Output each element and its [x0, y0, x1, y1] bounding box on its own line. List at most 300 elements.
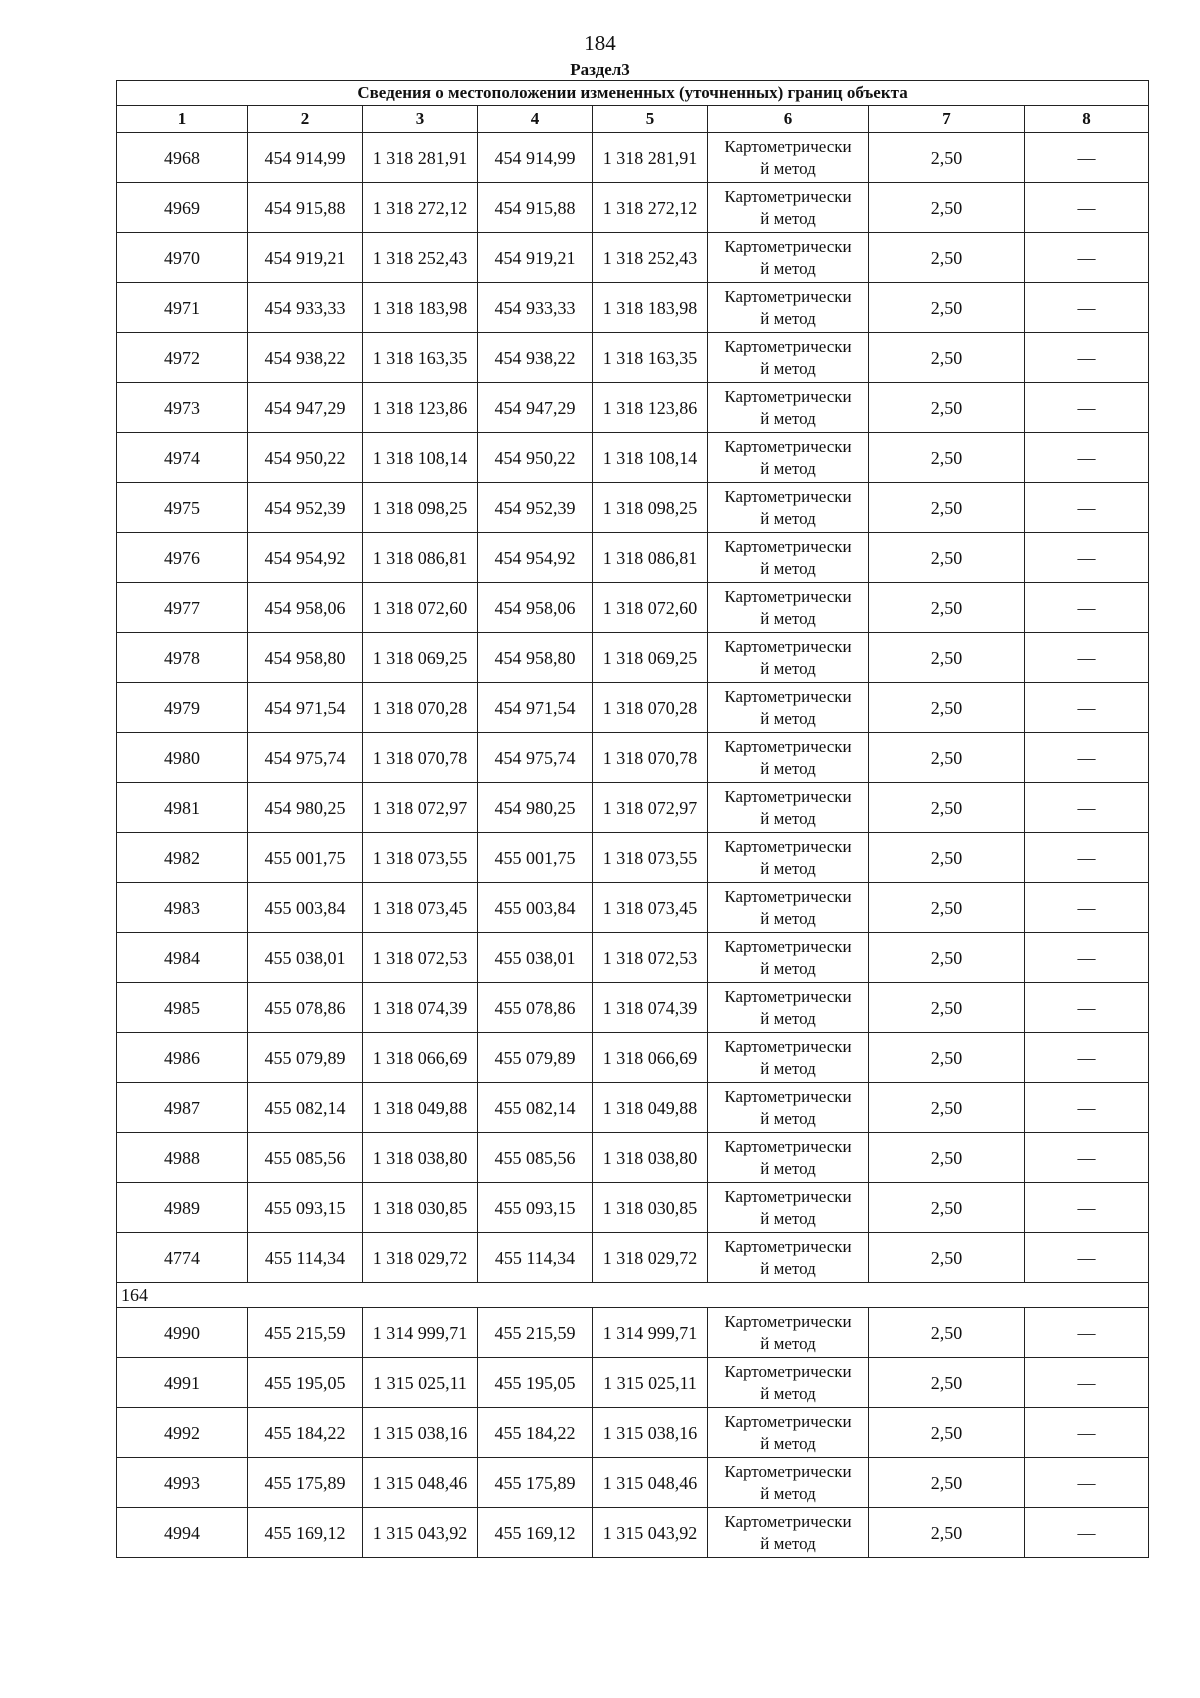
method-text: Картометрически	[724, 486, 852, 506]
table-row	[117, 433, 1149, 483]
y-coordinate-new: 1 318 072,53	[593, 933, 708, 983]
table-row	[117, 1358, 1149, 1408]
table-row	[117, 1308, 1149, 1358]
point-number: 4969	[117, 183, 248, 233]
table-row	[117, 383, 1149, 433]
accuracy-value: 2,50	[869, 733, 1025, 783]
accuracy-value: 2,50	[869, 1183, 1025, 1233]
method-cell	[708, 183, 869, 233]
method-text: й метод	[760, 1258, 816, 1278]
method-text: Картометрически	[724, 936, 852, 956]
accuracy-value: 2,50	[869, 833, 1025, 883]
point-number: 4980	[117, 733, 248, 783]
table-row	[117, 783, 1149, 833]
accuracy-value: 2,50	[869, 633, 1025, 683]
accuracy-value: 2,50	[869, 1083, 1025, 1133]
method-text: й метод	[760, 1008, 816, 1028]
x-coordinate-new: 455 079,89	[478, 1033, 593, 1083]
accuracy-value: 2,50	[869, 483, 1025, 533]
x-coordinate-new: 454 915,88	[478, 183, 593, 233]
description-value: —	[1025, 1183, 1149, 1233]
table-row	[117, 1508, 1149, 1558]
x-coordinate-new: 454 975,74	[478, 733, 593, 783]
table-row	[117, 1183, 1149, 1233]
point-number: 4988	[117, 1133, 248, 1183]
method-text: й метод	[760, 1333, 816, 1353]
y-coordinate-old: 1 318 123,86	[363, 383, 478, 433]
point-number: 4984	[117, 933, 248, 983]
point-number: 4990	[117, 1308, 248, 1358]
description-value: —	[1025, 1033, 1149, 1083]
y-coordinate-old: 1 318 281,91	[363, 133, 478, 183]
table-row	[117, 333, 1149, 383]
y-coordinate-new: 1 318 070,28	[593, 683, 708, 733]
method-text: й метод	[760, 508, 816, 528]
x-coordinate-new: 455 195,05	[478, 1358, 593, 1408]
accuracy-value: 2,50	[869, 1508, 1025, 1558]
y-coordinate-new: 1 318 049,88	[593, 1083, 708, 1133]
x-coordinate-new: 454 919,21	[478, 233, 593, 283]
method-cell	[708, 333, 869, 383]
column-number: 7	[869, 106, 1025, 133]
method-cell	[708, 1183, 869, 1233]
method-text: Картометрически	[724, 836, 852, 856]
x-coordinate-new: 454 958,06	[478, 583, 593, 633]
description-value: —	[1025, 183, 1149, 233]
method-cell	[708, 1458, 869, 1508]
y-coordinate-old: 1 315 048,46	[363, 1458, 478, 1508]
y-coordinate-new: 1 318 123,86	[593, 383, 708, 433]
y-coordinate-new: 1 318 272,12	[593, 183, 708, 233]
method-cell	[708, 683, 869, 733]
point-number: 4978	[117, 633, 248, 683]
y-coordinate-old: 1 318 030,85	[363, 1183, 478, 1233]
point-number: 4982	[117, 833, 248, 883]
y-coordinate-new: 1 318 069,25	[593, 633, 708, 683]
y-coordinate-old: 1 318 069,25	[363, 633, 478, 683]
column-number-row	[117, 106, 1149, 133]
x-coordinate-old: 454 915,88	[248, 183, 363, 233]
accuracy-value: 2,50	[869, 333, 1025, 383]
table-row	[117, 533, 1149, 583]
y-coordinate-new: 1 314 999,71	[593, 1308, 708, 1358]
method-text: Картометрически	[724, 786, 852, 806]
table-row	[117, 583, 1149, 633]
method-text: Картометрически	[724, 1186, 852, 1206]
method-text: й метод	[760, 458, 816, 478]
accuracy-value: 2,50	[869, 533, 1025, 583]
method-text: й метод	[760, 208, 816, 228]
description-value: —	[1025, 133, 1149, 183]
table-row	[117, 1233, 1149, 1283]
x-coordinate-old: 454 933,33	[248, 283, 363, 333]
y-coordinate-new: 1 318 183,98	[593, 283, 708, 333]
x-coordinate-old: 455 085,56	[248, 1133, 363, 1183]
method-text: Картометрически	[724, 1461, 852, 1481]
x-coordinate-new: 454 958,80	[478, 633, 593, 683]
method-cell	[708, 1083, 869, 1133]
table-row	[117, 133, 1149, 183]
method-cell	[708, 233, 869, 283]
method-text: Картометрически	[724, 1311, 852, 1331]
method-text: Картометрически	[724, 186, 852, 206]
y-coordinate-new: 1 318 086,81	[593, 533, 708, 583]
description-value: —	[1025, 1408, 1149, 1458]
description-value: —	[1025, 1458, 1149, 1508]
accuracy-value: 2,50	[869, 1233, 1025, 1283]
y-coordinate-old: 1 318 070,78	[363, 733, 478, 783]
x-coordinate-old: 455 001,75	[248, 833, 363, 883]
section-title: Раздел3	[570, 60, 630, 79]
x-coordinate-old: 455 093,15	[248, 1183, 363, 1233]
column-number: 8	[1025, 106, 1149, 133]
point-number: 4972	[117, 333, 248, 383]
x-coordinate-old: 454 975,74	[248, 733, 363, 783]
method-text: Картометрически	[724, 736, 852, 756]
accuracy-value: 2,50	[869, 183, 1025, 233]
y-coordinate-new: 1 318 098,25	[593, 483, 708, 533]
accuracy-value: 2,50	[869, 1133, 1025, 1183]
point-number: 4979	[117, 683, 248, 733]
x-coordinate-new: 455 169,12	[478, 1508, 593, 1558]
method-cell	[708, 783, 869, 833]
y-coordinate-old: 1 318 163,35	[363, 333, 478, 383]
x-coordinate-new: 455 082,14	[478, 1083, 593, 1133]
description-value: —	[1025, 933, 1149, 983]
method-cell	[708, 1308, 869, 1358]
column-number: 1	[117, 106, 248, 133]
accuracy-value: 2,50	[869, 1458, 1025, 1508]
description-value: —	[1025, 1083, 1149, 1133]
table-row	[117, 633, 1149, 683]
x-coordinate-old: 454 914,99	[248, 133, 363, 183]
y-coordinate-old: 1 314 999,71	[363, 1308, 478, 1358]
table-row	[117, 933, 1149, 983]
y-coordinate-old: 1 318 073,55	[363, 833, 478, 883]
method-text: й метод	[760, 258, 816, 278]
x-coordinate-old: 455 195,05	[248, 1358, 363, 1408]
column-number: 5	[593, 106, 708, 133]
table-row	[117, 283, 1149, 333]
method-cell	[708, 983, 869, 1033]
accuracy-value: 2,50	[869, 433, 1025, 483]
y-coordinate-old: 1 318 098,25	[363, 483, 478, 533]
method-cell	[708, 883, 869, 933]
point-number: 4989	[117, 1183, 248, 1233]
point-number: 4986	[117, 1033, 248, 1083]
x-coordinate-old: 454 971,54	[248, 683, 363, 733]
accuracy-value: 2,50	[869, 133, 1025, 183]
description-value: —	[1025, 983, 1149, 1033]
accuracy-value: 2,50	[869, 1308, 1025, 1358]
description-value: —	[1025, 883, 1149, 933]
accuracy-value: 2,50	[869, 1358, 1025, 1408]
x-coordinate-new: 455 093,15	[478, 1183, 593, 1233]
y-coordinate-new: 1 318 029,72	[593, 1233, 708, 1283]
method-text: й метод	[760, 808, 816, 828]
description-value: —	[1025, 483, 1149, 533]
column-number: 2	[248, 106, 363, 133]
point-number: 4981	[117, 783, 248, 833]
table-row	[117, 983, 1149, 1033]
method-text: й метод	[760, 1058, 816, 1078]
y-coordinate-new: 1 318 074,39	[593, 983, 708, 1033]
y-coordinate-new: 1 318 030,85	[593, 1183, 708, 1233]
x-coordinate-new: 455 114,34	[478, 1233, 593, 1283]
method-text: й метод	[760, 608, 816, 628]
description-value: —	[1025, 283, 1149, 333]
description-value: —	[1025, 633, 1149, 683]
y-coordinate-new: 1 318 072,60	[593, 583, 708, 633]
description-value: —	[1025, 683, 1149, 733]
method-text: Картометрически	[724, 136, 852, 156]
column-number: 3	[363, 106, 478, 133]
table-caption: Сведения о местоположении измененных (уточненных) границ объекта	[117, 81, 1149, 106]
method-cell	[708, 1033, 869, 1083]
description-value: —	[1025, 783, 1149, 833]
table-row	[117, 1458, 1149, 1508]
accuracy-value: 2,50	[869, 383, 1025, 433]
method-cell	[708, 383, 869, 433]
table-row	[117, 483, 1149, 533]
y-coordinate-new: 1 315 025,11	[593, 1358, 708, 1408]
method-text: Картометрически	[724, 386, 852, 406]
point-number: 4987	[117, 1083, 248, 1133]
method-text: Картометрически	[724, 986, 852, 1006]
description-value: —	[1025, 233, 1149, 283]
method-text: Картометрически	[724, 1511, 852, 1531]
x-coordinate-new: 455 215,59	[478, 1308, 593, 1358]
description-value: —	[1025, 583, 1149, 633]
method-text: Картометрически	[724, 636, 852, 656]
x-coordinate-new: 454 933,33	[478, 283, 593, 333]
table-row	[117, 683, 1149, 733]
description-value: —	[1025, 1358, 1149, 1408]
y-coordinate-new: 1 318 066,69	[593, 1033, 708, 1083]
page-number: 184	[584, 31, 616, 55]
y-coordinate-new: 1 318 108,14	[593, 433, 708, 483]
x-coordinate-new: 454 938,22	[478, 333, 593, 383]
x-coordinate-new: 454 980,25	[478, 783, 593, 833]
y-coordinate-old: 1 318 272,12	[363, 183, 478, 233]
point-number: 4985	[117, 983, 248, 1033]
method-text: й метод	[760, 908, 816, 928]
y-coordinate-old: 1 318 183,98	[363, 283, 478, 333]
table-row	[117, 883, 1149, 933]
method-cell	[708, 833, 869, 883]
y-coordinate-new: 1 318 252,43	[593, 233, 708, 283]
y-coordinate-new: 1 318 072,97	[593, 783, 708, 833]
method-text: й метод	[760, 1383, 816, 1403]
method-text: Картометрически	[724, 1036, 852, 1056]
description-value: —	[1025, 1308, 1149, 1358]
description-value: —	[1025, 1133, 1149, 1183]
method-text: й метод	[760, 1208, 816, 1228]
point-number: 4993	[117, 1458, 248, 1508]
point-number: 4994	[117, 1508, 248, 1558]
method-text: й метод	[760, 1533, 816, 1553]
x-coordinate-new: 455 175,89	[478, 1458, 593, 1508]
accuracy-value: 2,50	[869, 883, 1025, 933]
x-coordinate-old: 454 980,25	[248, 783, 363, 833]
method-cell	[708, 483, 869, 533]
y-coordinate-old: 1 318 073,45	[363, 883, 478, 933]
point-number: 4991	[117, 1358, 248, 1408]
table-row	[117, 1133, 1149, 1183]
y-coordinate-new: 1 315 038,16	[593, 1408, 708, 1458]
method-text: й метод	[760, 1158, 816, 1178]
accuracy-value: 2,50	[869, 1033, 1025, 1083]
method-cell	[708, 583, 869, 633]
x-coordinate-old: 455 114,34	[248, 1233, 363, 1283]
table-row	[117, 183, 1149, 233]
point-number: 4975	[117, 483, 248, 533]
coordinates-table	[116, 80, 1149, 1558]
x-coordinate-old: 454 952,39	[248, 483, 363, 533]
method-text: й метод	[760, 308, 816, 328]
table-row	[117, 1033, 1149, 1083]
accuracy-value: 2,50	[869, 1408, 1025, 1458]
method-text: й метод	[760, 708, 816, 728]
x-coordinate-old: 455 078,86	[248, 983, 363, 1033]
description-value: —	[1025, 333, 1149, 383]
y-coordinate-old: 1 318 049,88	[363, 1083, 478, 1133]
method-text: Картометрически	[724, 1086, 852, 1106]
method-text: Картометрически	[724, 286, 852, 306]
y-coordinate-old: 1 315 038,16	[363, 1408, 478, 1458]
method-text: Картометрически	[724, 1411, 852, 1431]
x-coordinate-old: 454 919,21	[248, 233, 363, 283]
description-value: —	[1025, 1233, 1149, 1283]
accuracy-value: 2,50	[869, 583, 1025, 633]
accuracy-value: 2,50	[869, 983, 1025, 1033]
method-cell	[708, 133, 869, 183]
column-number: 6	[708, 106, 869, 133]
y-coordinate-new: 1 318 281,91	[593, 133, 708, 183]
x-coordinate-new: 454 947,29	[478, 383, 593, 433]
method-text: й метод	[760, 558, 816, 578]
accuracy-value: 2,50	[869, 933, 1025, 983]
y-coordinate-old: 1 318 029,72	[363, 1233, 478, 1283]
method-text: Картометрически	[724, 686, 852, 706]
y-coordinate-old: 1 318 072,97	[363, 783, 478, 833]
x-coordinate-old: 455 038,01	[248, 933, 363, 983]
method-text: й метод	[760, 658, 816, 678]
method-text: Картометрически	[724, 586, 852, 606]
description-value: —	[1025, 533, 1149, 583]
x-coordinate-old: 454 947,29	[248, 383, 363, 433]
accuracy-value: 2,50	[869, 783, 1025, 833]
y-coordinate-old: 1 315 043,92	[363, 1508, 478, 1558]
y-coordinate-new: 1 315 048,46	[593, 1458, 708, 1508]
description-value: —	[1025, 433, 1149, 483]
y-coordinate-old: 1 318 252,43	[363, 233, 478, 283]
point-number: 4774	[117, 1233, 248, 1283]
contour-number: 164	[117, 1283, 1149, 1308]
x-coordinate-old: 455 079,89	[248, 1033, 363, 1083]
method-cell	[708, 533, 869, 583]
method-text: Картометрически	[724, 1361, 852, 1381]
x-coordinate-old: 454 954,92	[248, 533, 363, 583]
table-row	[117, 733, 1149, 783]
method-text: й метод	[760, 358, 816, 378]
table-row	[117, 233, 1149, 283]
description-value: —	[1025, 733, 1149, 783]
table-row	[117, 1083, 1149, 1133]
point-number: 4968	[117, 133, 248, 183]
point-number: 4971	[117, 283, 248, 333]
x-coordinate-new: 455 003,84	[478, 883, 593, 933]
method-cell	[708, 433, 869, 483]
method-text: й метод	[760, 158, 816, 178]
accuracy-value: 2,50	[869, 233, 1025, 283]
x-coordinate-old: 455 169,12	[248, 1508, 363, 1558]
x-coordinate-new: 454 971,54	[478, 683, 593, 733]
method-text: Картометрически	[724, 1136, 852, 1156]
y-coordinate-new: 1 318 070,78	[593, 733, 708, 783]
point-number: 4983	[117, 883, 248, 933]
table-caption-row	[117, 81, 1149, 106]
y-coordinate-old: 1 318 108,14	[363, 433, 478, 483]
method-text: Картометрически	[724, 336, 852, 356]
method-cell	[708, 1233, 869, 1283]
description-value: —	[1025, 833, 1149, 883]
method-text: Картометрически	[724, 1236, 852, 1256]
description-value: —	[1025, 1508, 1149, 1558]
x-coordinate-old: 455 175,89	[248, 1458, 363, 1508]
y-coordinate-old: 1 318 038,80	[363, 1133, 478, 1183]
y-coordinate-new: 1 318 038,80	[593, 1133, 708, 1183]
y-coordinate-new: 1 315 043,92	[593, 1508, 708, 1558]
y-coordinate-old: 1 318 074,39	[363, 983, 478, 1033]
method-text: й метод	[760, 408, 816, 428]
table-row	[117, 1408, 1149, 1458]
x-coordinate-old: 455 184,22	[248, 1408, 363, 1458]
method-text: Картометрически	[724, 236, 852, 256]
method-cell	[708, 1408, 869, 1458]
x-coordinate-new: 455 001,75	[478, 833, 593, 883]
y-coordinate-new: 1 318 163,35	[593, 333, 708, 383]
method-text: й метод	[760, 758, 816, 778]
x-coordinate-new: 455 184,22	[478, 1408, 593, 1458]
accuracy-value: 2,50	[869, 283, 1025, 333]
y-coordinate-old: 1 318 066,69	[363, 1033, 478, 1083]
method-text: Картометрически	[724, 436, 852, 456]
column-number: 4	[478, 106, 593, 133]
method-cell	[708, 733, 869, 783]
method-cell	[708, 633, 869, 683]
x-coordinate-new: 455 038,01	[478, 933, 593, 983]
method-text: й метод	[760, 1433, 816, 1453]
method-text: Картометрически	[724, 886, 852, 906]
x-coordinate-old: 454 950,22	[248, 433, 363, 483]
description-value: —	[1025, 383, 1149, 433]
y-coordinate-old: 1 318 086,81	[363, 533, 478, 583]
x-coordinate-new: 454 954,92	[478, 533, 593, 583]
x-coordinate-new: 455 085,56	[478, 1133, 593, 1183]
method-text: й метод	[760, 1483, 816, 1503]
point-number: 4974	[117, 433, 248, 483]
y-coordinate-old: 1 315 025,11	[363, 1358, 478, 1408]
method-text: Картометрически	[724, 536, 852, 556]
method-cell	[708, 1133, 869, 1183]
method-text: й метод	[760, 958, 816, 978]
y-coordinate-new: 1 318 073,45	[593, 883, 708, 933]
y-coordinate-new: 1 318 073,55	[593, 833, 708, 883]
y-coordinate-old: 1 318 072,60	[363, 583, 478, 633]
x-coordinate-new: 454 950,22	[478, 433, 593, 483]
group-row	[117, 1283, 1149, 1308]
